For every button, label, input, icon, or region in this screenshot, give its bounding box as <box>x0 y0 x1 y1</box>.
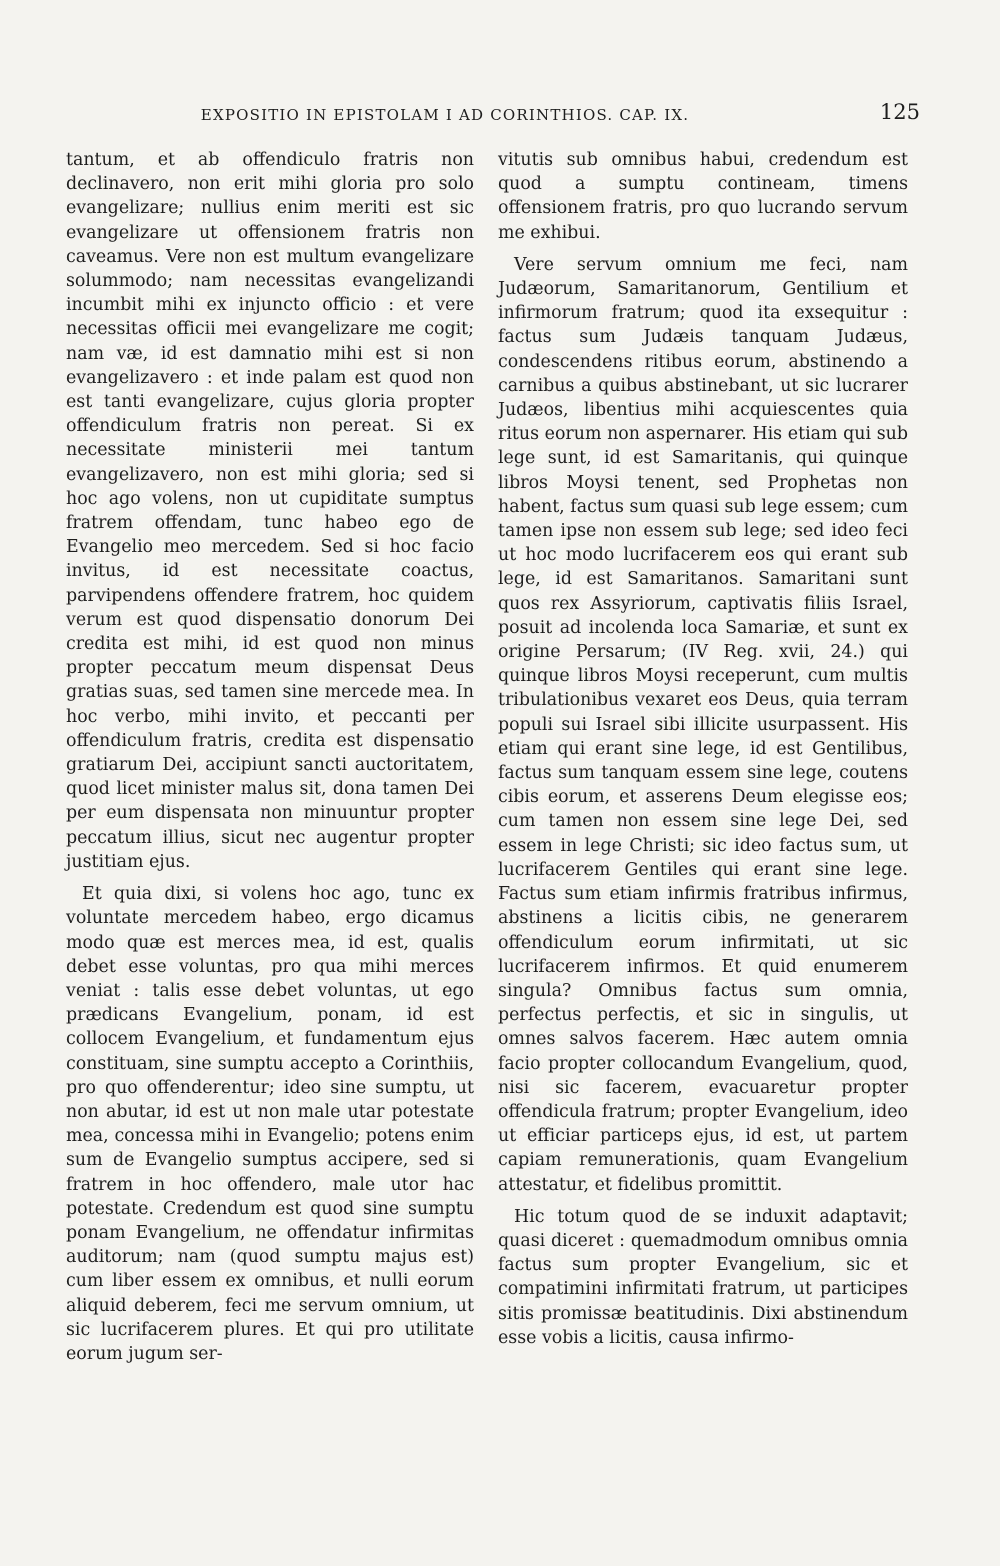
left-column <box>66 148 474 1374</box>
paragraph: Hic totum quod de se induxit adaptavit; quasi diceret : quemadmodum omnibus omnia factus sum propter Evangelium, sic et compatimini infirmitati fratrum, ut participes sitis promissæ beatitudinis. Dixi abstinendum esse vobis a licitis, causa infirmo- <box>498 1206 908 1348</box>
right-column <box>498 148 908 1358</box>
paragraph: Vere servum omnium me feci, nam Judæorum, Samaritanorum, Gentilium et infirmorum fratrum; quod ita exsequitur : factus sum Judæis tanquam Judæus, condescendens ritibus eorum, abstinendo a carnibus a quibus abstinebant, ut sic lucrarer Judæos, libentius mihi acquiescentes quia ritus eorum non aspernarer. His etiam qui sub lege sunt, id est Samaritanis, qui quinque libros Moysi tenent, sed Prophetas non habent, factus sum quasi sub lege essem; cum tamen ipse non essem sub lege; sed ideo feci ut hoc modo lucrifacerem eos qui erant sub lege, id est Samaritanos. Samaritani sunt quos rex Assyriorum, captivatis filiis Israel, posuit ad incolenda loca Samariæ, et sunt ex origine Persarum; (IV Reg. xvii, 24.) qui quinque libros Moysi receperunt, cum multis tribulationibus vexaret eos Deus, quia terram populi sui Israel sibi illicite usurpassent. His etiam qui erant sine lege, id est Gentilibus, factus sum tanquam essem sine lege, coutens cibis eorum, et asserens Deum elegisse eos; cum tamen non essem sine lege Dei, sed essem in lege Christi; sic ideo factus sum, ut lucrifacerem Gentiles qui erant sine lege. Factus sum etiam infirmis fratribus infirmus, abstinens a licitis cibis, ne generarem offendiculum eorum infirmitati, ut sic lucrifacerem infirmos. Et quid enumerem singula? Omnibus factus sum omnia, perfectus perfectis, et sic in singulis, ut omnes salvos facerem. Hæc autem omnia facio propter collocandum Evangelium, quod, nisi sic facerem, evacuaretur propter offendicula fratrum; propter Evangelium, ideo ut efficiar particeps ejus, id est, ut partem capiam remunerationis, quam Evangelium attestatur, et fidelibus promittit. <box>498 254 908 1195</box>
page-number: 125 <box>879 100 920 124</box>
paragraph: Et quia dixi, si volens hoc ago, tunc ex voluntate mercedem habeo, ergo dicamus modo quæ est merces mea, id est, qualis debet esse voluntas, pro qua mihi merces veniat : talis esse debet voluntas, ut ego prædicans Evangelium, ponam, id est collocem Evangelium, et fundamentum ejus constituam, sine sumptu accepto a Corinthiis, pro quo offenderentur; ideo sine sumptu, ut non abutar, id est ut non male utar potestate mea, concessa mihi in Evangelio; potens enim sum de Evangelio sumptus accipere, sed si fratrem in hoc offendero, male utor hac potestate. Credendum est quod sine sumptu ponam Evangelium, ne offendatur infirmitas auditorum; nam (quod sumptu majus est) cum liber essem ex omnibus, et nulli eorum aliquid deberem, feci me servum omnium, ut sic lucrifacerem plures. Et qui pro utilitate eorum jugum ser- <box>66 884 474 1364</box>
page-header <box>60 100 920 130</box>
paragraph: tantum, et ab offendiculo fratris non declinavero, non erit mihi gloria pro solo evangelizare; nullius enim meriti est sic evangelizare ut offensionem fratris non caveamus. Vere non est multum evangelizare solummodo; nam necessitas evangelizandi incumbit mihi ex injuncto officio : et vere necessitas officii mei evangelizare me cogit; nam væ, id est damnatio mihi est si non evangelizavero : et inde palam est quod non est tanti evangelizare, cujus gloria propter offendiculum fratris non pereat. Si ex necessitate ministerii mei tantum evangelizavero, non est mihi gloria; sed si hoc ago volens, non ut cupiditate sumptus fratrem offendam, tunc habeo ego de Evangelio meo mercedem. Sed si hoc facio invitus, id est necessitate coactus, parvipendens offendere fratrem, hoc quidem verum est quod dispensatio donorum Dei credita est mihi, id est quod non minus propter peccatum meum dispensat Deus gratias suas, sed tamen sine mercede mea. In hoc verbo, mihi invito, et peccanti per offendiculum fratris, credita est dispensatio gratiarum Dei, accipiunt sancti auctoritatem, quod licet minister malus sit, dona tamen Dei per eum dispensata non minuuntur propter peccatum illius, sicut nec augentur propter justitiam ejus. <box>66 150 474 872</box>
running-head: EXPOSITIO IN EPISTOLAM I AD CORINTHIOS. CAP. IX. <box>200 106 690 124</box>
paragraph: vitutis sub omnibus habui, credendum est quod a sumptu contineam, timens offensionem fratris, pro quo lucrando servum me exhibui. <box>498 150 908 243</box>
